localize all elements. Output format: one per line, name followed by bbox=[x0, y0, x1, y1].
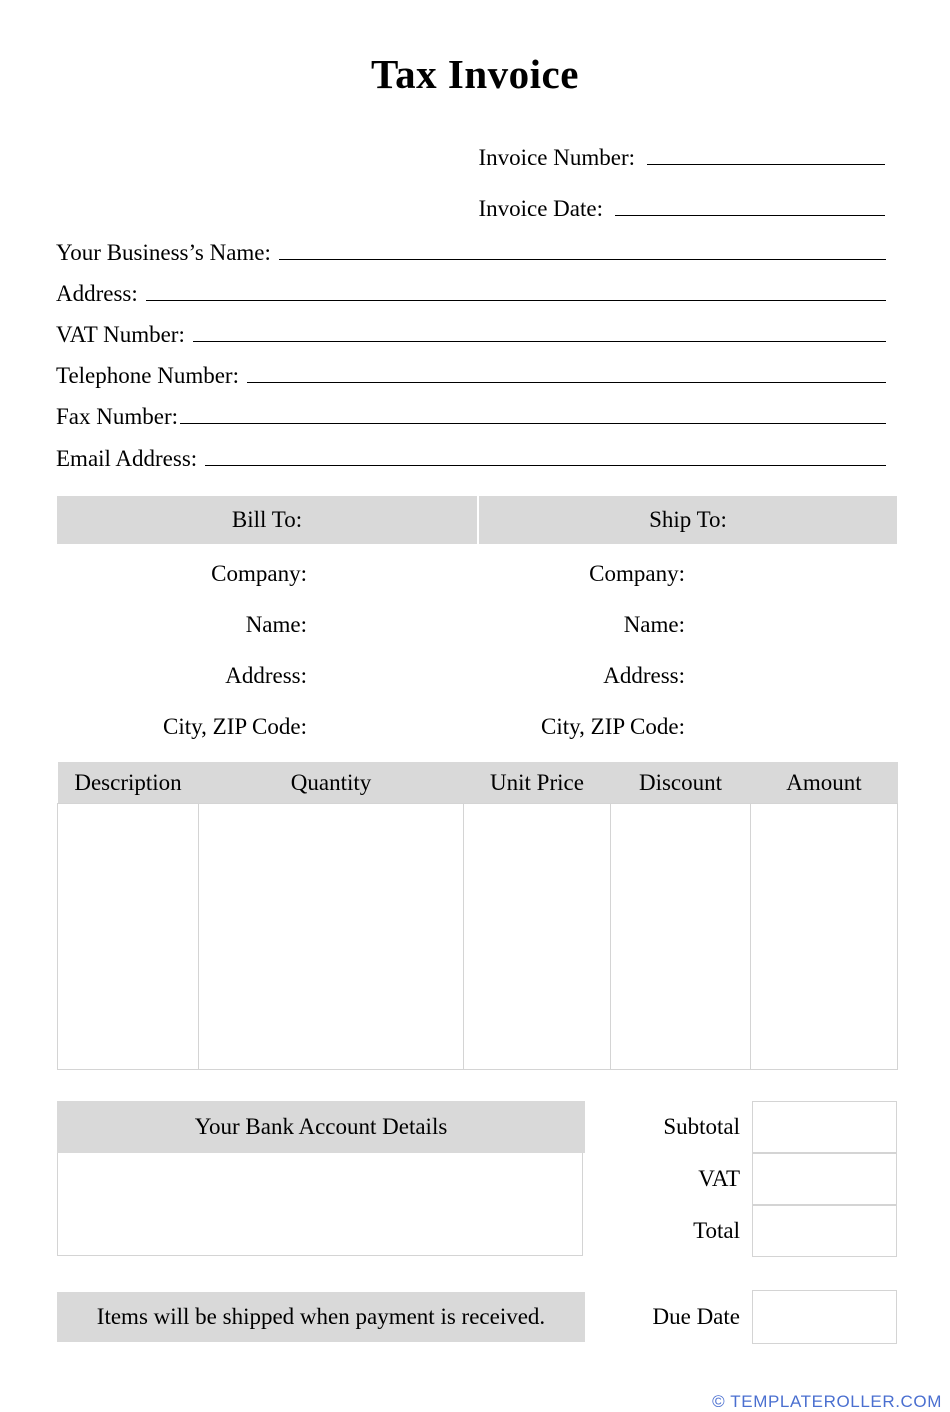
business-address-label: Address: bbox=[56, 281, 138, 306]
invoice-number-row bbox=[55, 144, 885, 171]
bill-to-company-label[interactable]: Company: bbox=[211, 560, 307, 586]
bill-ship-header bbox=[57, 496, 897, 544]
business-vat-label: VAT Number: bbox=[56, 322, 185, 347]
bill-ship-body bbox=[57, 548, 897, 752]
vat-row bbox=[600, 1153, 897, 1205]
bank-details-header: Your Bank Account Details bbox=[57, 1101, 585, 1153]
business-name-label: Your Business’s Name: bbox=[56, 240, 271, 265]
due-date-label: Due Date bbox=[652, 1304, 740, 1329]
shipping-note: Items will be shipped when payment is received. bbox=[57, 1292, 585, 1342]
column-header-unit-price: Unit Price bbox=[464, 762, 611, 804]
business-telephone-row bbox=[56, 363, 886, 389]
business-address-input[interactable] bbox=[146, 281, 886, 301]
bill-ship-row-company bbox=[57, 548, 897, 599]
ship-to-address-label[interactable]: Address: bbox=[603, 662, 685, 688]
business-address-row bbox=[56, 281, 886, 307]
business-email-row bbox=[56, 446, 886, 472]
vat-input[interactable] bbox=[752, 1153, 897, 1205]
page-title: Tax Invoice bbox=[371, 51, 579, 97]
line-items-header-row bbox=[58, 762, 898, 804]
business-name-row bbox=[56, 240, 886, 266]
cell-amount[interactable] bbox=[751, 804, 898, 1070]
ship-to-header: Ship To: bbox=[479, 496, 897, 544]
column-header-amount: Amount bbox=[751, 762, 898, 804]
bill-ship-row-city-zip bbox=[57, 701, 897, 752]
subtotal-input[interactable] bbox=[752, 1101, 897, 1153]
due-date-input[interactable] bbox=[752, 1290, 897, 1344]
bill-ship-row-address bbox=[57, 650, 897, 701]
column-header-discount: Discount bbox=[611, 762, 751, 804]
ship-to-city-zip-label[interactable]: City, ZIP Code: bbox=[541, 713, 685, 739]
column-header-quantity: Quantity bbox=[199, 762, 464, 804]
ship-to-company-label[interactable]: Company: bbox=[589, 560, 685, 586]
ship-to-name-label[interactable]: Name: bbox=[623, 611, 685, 637]
cell-discount[interactable] bbox=[611, 804, 751, 1070]
bill-to-header: Bill To: bbox=[57, 496, 479, 544]
bill-to-address-label[interactable]: Address: bbox=[225, 662, 307, 688]
business-name-input[interactable] bbox=[279, 240, 886, 260]
business-fax-input[interactable] bbox=[180, 404, 886, 424]
table-row bbox=[58, 804, 898, 1070]
business-email-label: Email Address: bbox=[56, 446, 198, 471]
total-label: Total bbox=[693, 1218, 740, 1243]
bill-ship-row-name bbox=[57, 599, 897, 650]
business-telephone-input[interactable] bbox=[247, 363, 886, 383]
bill-to-city-zip-label[interactable]: City, ZIP Code: bbox=[163, 713, 307, 739]
business-vat-row bbox=[56, 322, 886, 348]
invoice-number-label: Invoice Number: bbox=[478, 145, 635, 170]
business-vat-input[interactable] bbox=[193, 322, 886, 342]
invoice-date-row bbox=[55, 195, 885, 222]
total-row bbox=[600, 1205, 897, 1257]
subtotal-row bbox=[600, 1101, 897, 1153]
business-email-input[interactable] bbox=[205, 446, 886, 466]
cell-unit-price[interactable] bbox=[464, 804, 611, 1070]
due-date-row bbox=[600, 1290, 897, 1344]
subtotal-label: Subtotal bbox=[663, 1114, 740, 1139]
line-items-table bbox=[57, 762, 898, 1070]
invoice-number-input[interactable] bbox=[647, 144, 885, 165]
templateroller-watermark: © TEMPLATEROLLER.COM bbox=[712, 1392, 942, 1411]
bank-details-input[interactable] bbox=[57, 1153, 583, 1256]
cell-quantity[interactable] bbox=[199, 804, 464, 1070]
total-input[interactable] bbox=[752, 1205, 897, 1257]
vat-label: VAT bbox=[698, 1166, 740, 1191]
business-fax-label: Fax Number: bbox=[56, 404, 179, 429]
invoice-date-input[interactable] bbox=[615, 195, 885, 216]
cell-description[interactable] bbox=[58, 804, 199, 1070]
business-fax-row bbox=[56, 404, 886, 430]
bill-to-name-label[interactable]: Name: bbox=[245, 611, 307, 637]
column-header-description: Description bbox=[58, 762, 199, 804]
business-telephone-label: Telephone Number: bbox=[56, 363, 239, 388]
invoice-date-label: Invoice Date: bbox=[478, 196, 603, 221]
